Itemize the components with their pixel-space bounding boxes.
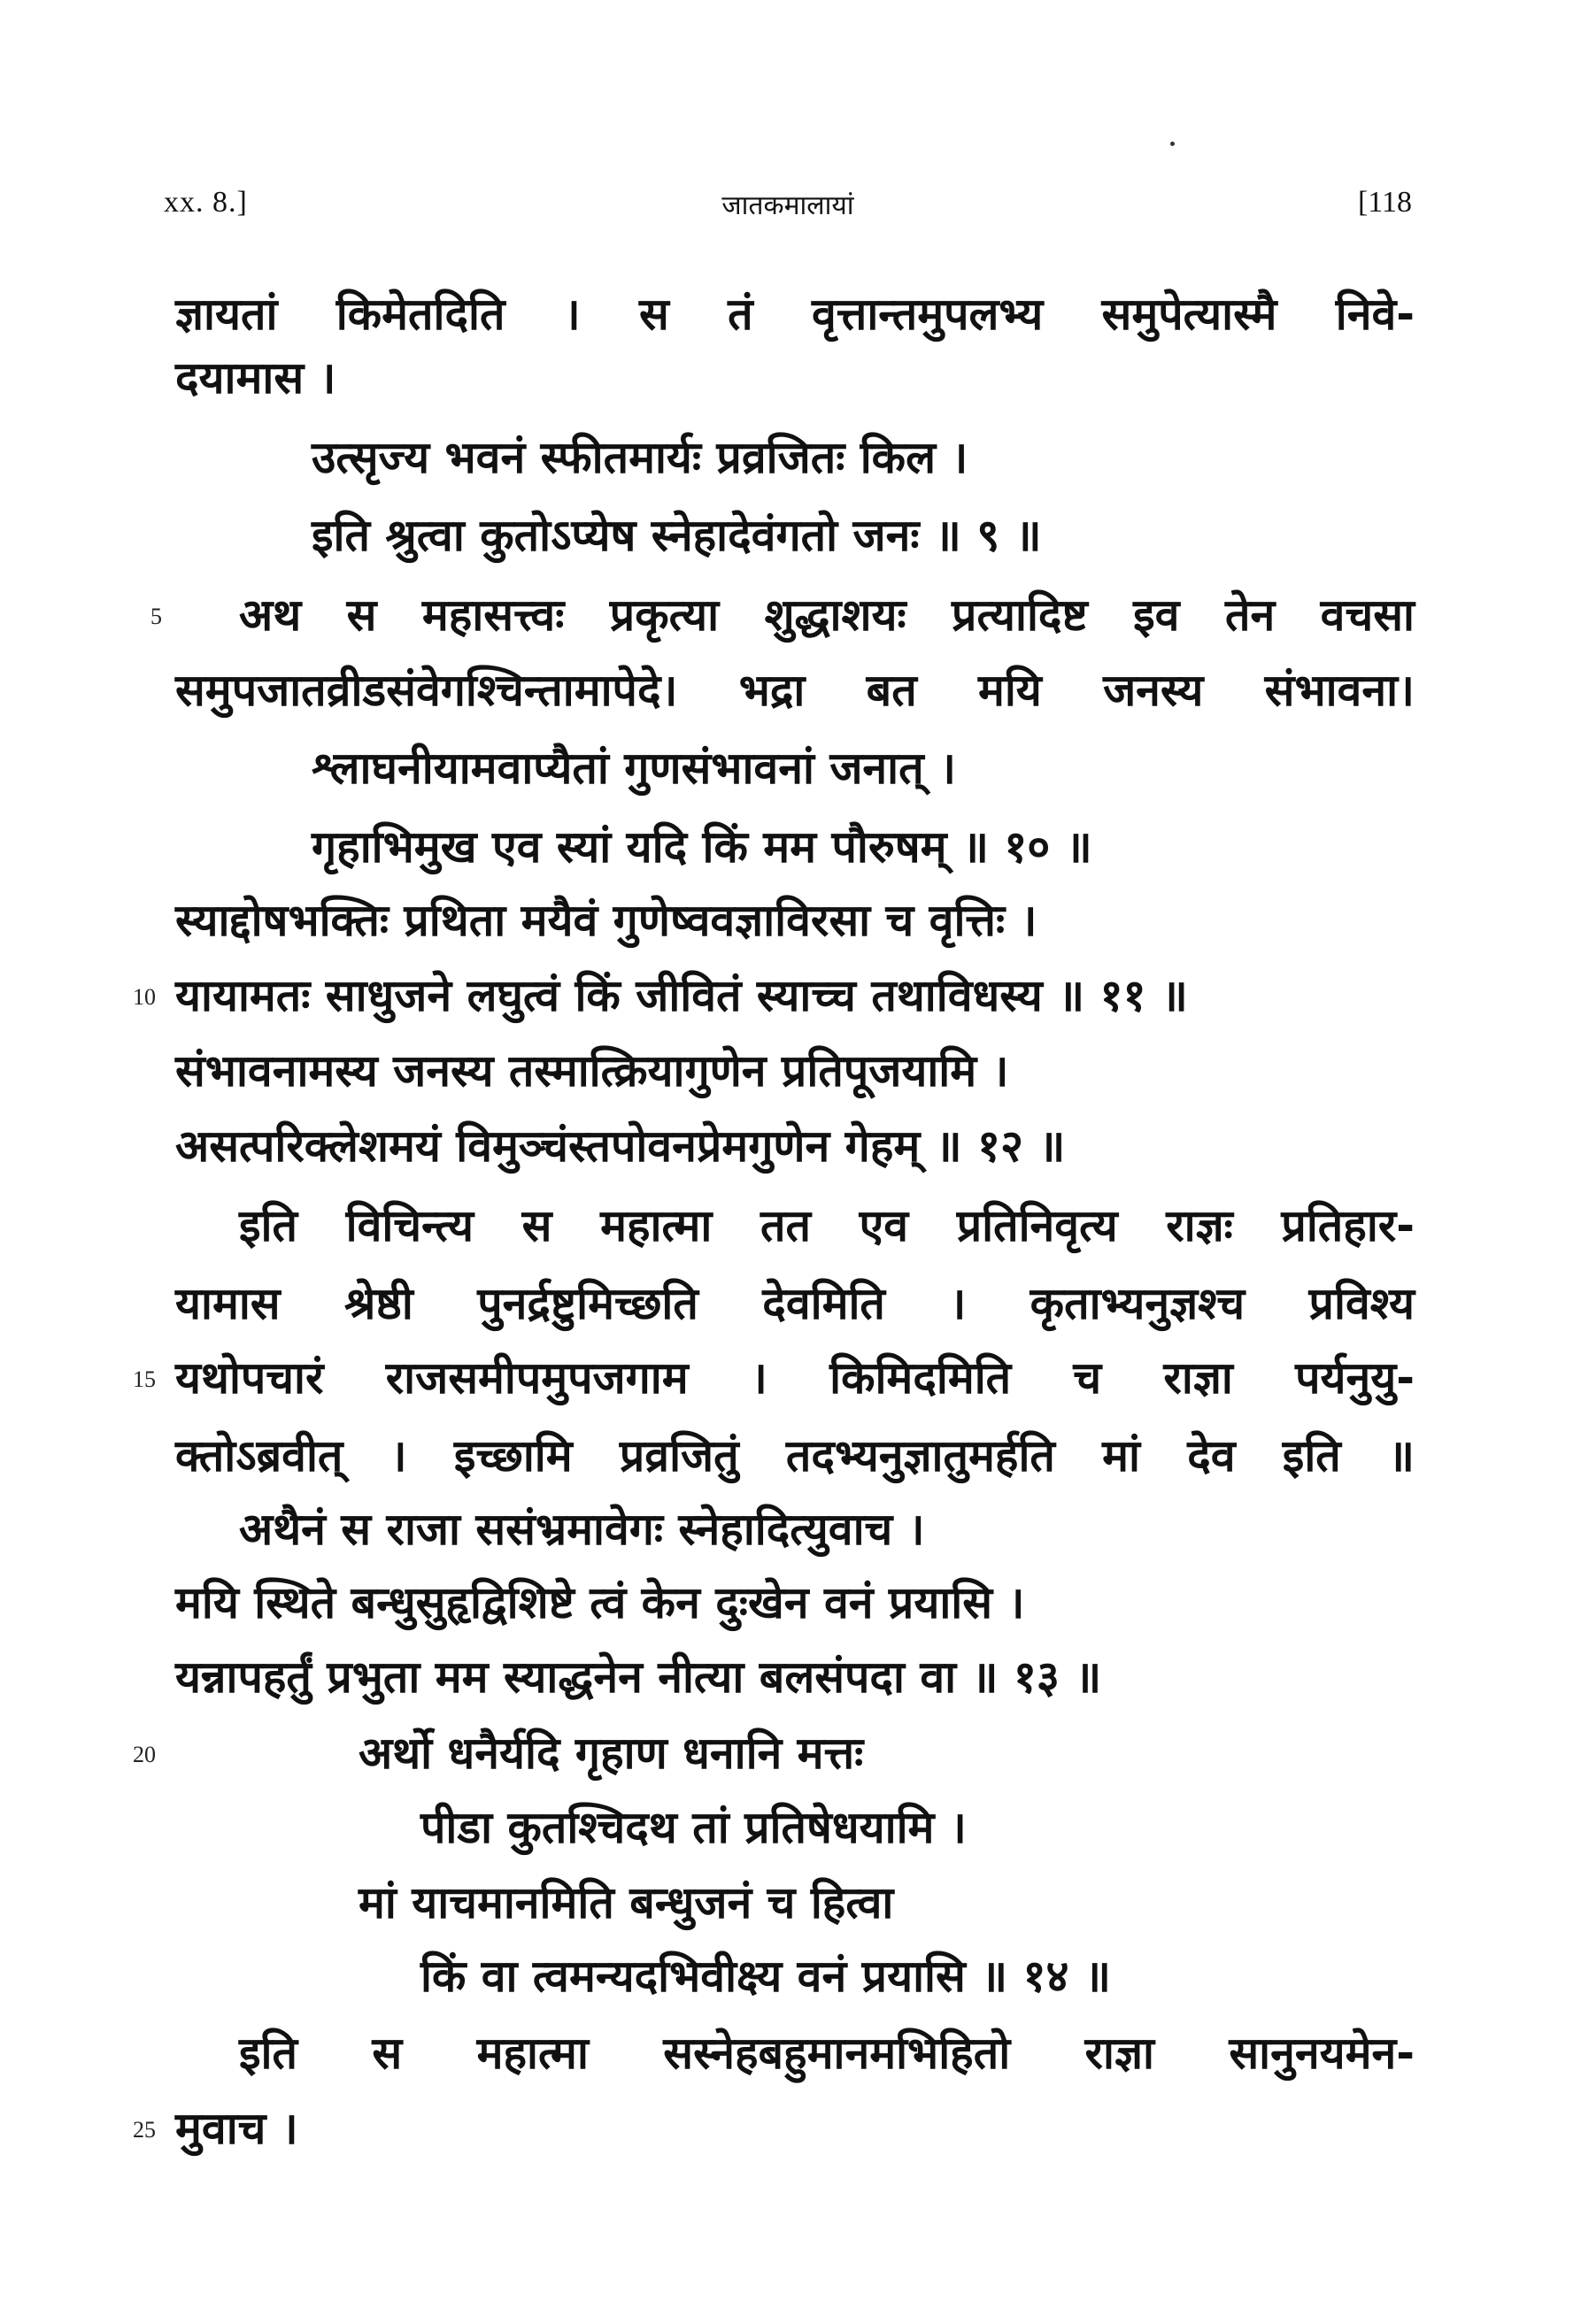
verse-line: स्याद्दोषभक्तिः प्रथिता मयैवं गुणेष्ववज्ञाविरसा च वृत्तिः । (175, 895, 1037, 946)
text-line: मुवाच । (175, 2103, 298, 2154)
text-line: यामास श्रेष्ठी पुनर्द्रष्टुमिच्छति देवमिति । कृताभ्यनुज्ञश्च प्रविश्य (175, 1278, 1415, 1329)
verse-line: गृहाभिमुख एव स्यां यदि किं मम पौरुषम् ॥ १० ॥ (312, 821, 1092, 873)
verse-line: यन्नापहर्तुं प्रभुता मम स्याद्धनेन नीत्या बलसंपदा वा ॥ १३ ॥ (175, 1651, 1102, 1703)
text-line: समुपजातव्रीडसंवेगश्चिन्तामापेदे। भद्रा बत मयि जनस्य संभावना। (175, 665, 1415, 716)
text-line: दयामास । (175, 352, 336, 404)
line-number: 15 (133, 1366, 156, 1392)
verse-line: अर्थो धनैर्यदि गृहाण धनानि मत्तः (359, 1728, 864, 1779)
page-number: [118 (1357, 186, 1412, 219)
text-line: इति विचिन्त्य स महात्मा तत एव प्रतिनिवृत्य राज्ञः प्रतिहार- (239, 1200, 1415, 1251)
verse-line: उत्सृज्य भवनं स्फीतमार्यः प्रव्रजितः किल । (312, 432, 968, 483)
verse-line: मयि स्थिते बन्धुसुहृद्विशिष्टे त्वं केन दुःखेन वनं प्रयासि । (175, 1577, 1025, 1628)
text-line: इति स महात्मा सस्नेहबहुमानमभिहितो राज्ञा सानुनयमेन- (239, 2028, 1415, 2079)
section-reference: xx. 8.] (164, 186, 248, 219)
running-title: जातकमालायां (721, 191, 854, 220)
text-line: ज्ञायतां किमेतदिति । स तं वृत्तान्तमुपलभ्य समुपेत्यास्मै निवे- (175, 289, 1415, 340)
print-speck (1170, 142, 1175, 146)
verse-line: पीडा कुतश्चिदथ तां प्रतिषेधयामि । (420, 1802, 967, 1853)
line-number: 5 (150, 604, 162, 629)
text-line: अथ स महासत्त्वः प्रकृत्या शुद्धाशयः प्रत्यादिष्ट इव तेन वचसा (239, 589, 1415, 641)
verse-line: संभावनामस्य जनस्य तस्मात्क्रियागुणेन प्रतिपूजयामि । (175, 1045, 1009, 1097)
verse-line: असत्परिक्लेशमयं विमुञ्चंस्तपोवनप्रेमगुणेन गेहम् ॥ १२ ॥ (175, 1120, 1066, 1172)
verse-line: मां याचमानमिति बन्धुजनं च हित्वा (359, 1877, 894, 1928)
line-number: 25 (133, 2117, 156, 2143)
verse-line: इति श्रुत्वा कुतोऽप्येष स्नेहादेवंगतो जनः ॥ ९ ॥ (312, 510, 1042, 561)
text-line: क्तोऽब्रवीत् । इच्छामि प्रव्रजितुं तदभ्यनुज्ञातुमर्हति मां देव इति ॥ (175, 1430, 1415, 1481)
verse-line: यायामतः साधुजने लघुत्वं किं जीवितं स्याच्च तथाविधस्य ॥ ११ ॥ (175, 970, 1188, 1021)
text-line: अथैनं स राजा ससंभ्रमावेगः स्नेहादित्युवाच । (239, 1504, 925, 1555)
line-number: 20 (133, 1742, 156, 1767)
verse-line: किं वा त्वमन्यदभिवीक्ष्य वनं प्रयासि ॥ १४ ॥ (420, 1951, 1111, 2002)
verse-line: श्लाघनीयामवाप्यैतां गुणसंभावनां जनात् । (312, 743, 956, 794)
running-head (164, 186, 1412, 239)
text-line: यथोपचारं राजसमीपमुपजगाम । किमिदमिति च राज्ञा पर्यनुयु- (175, 1352, 1415, 1404)
line-number: 10 (133, 984, 156, 1010)
